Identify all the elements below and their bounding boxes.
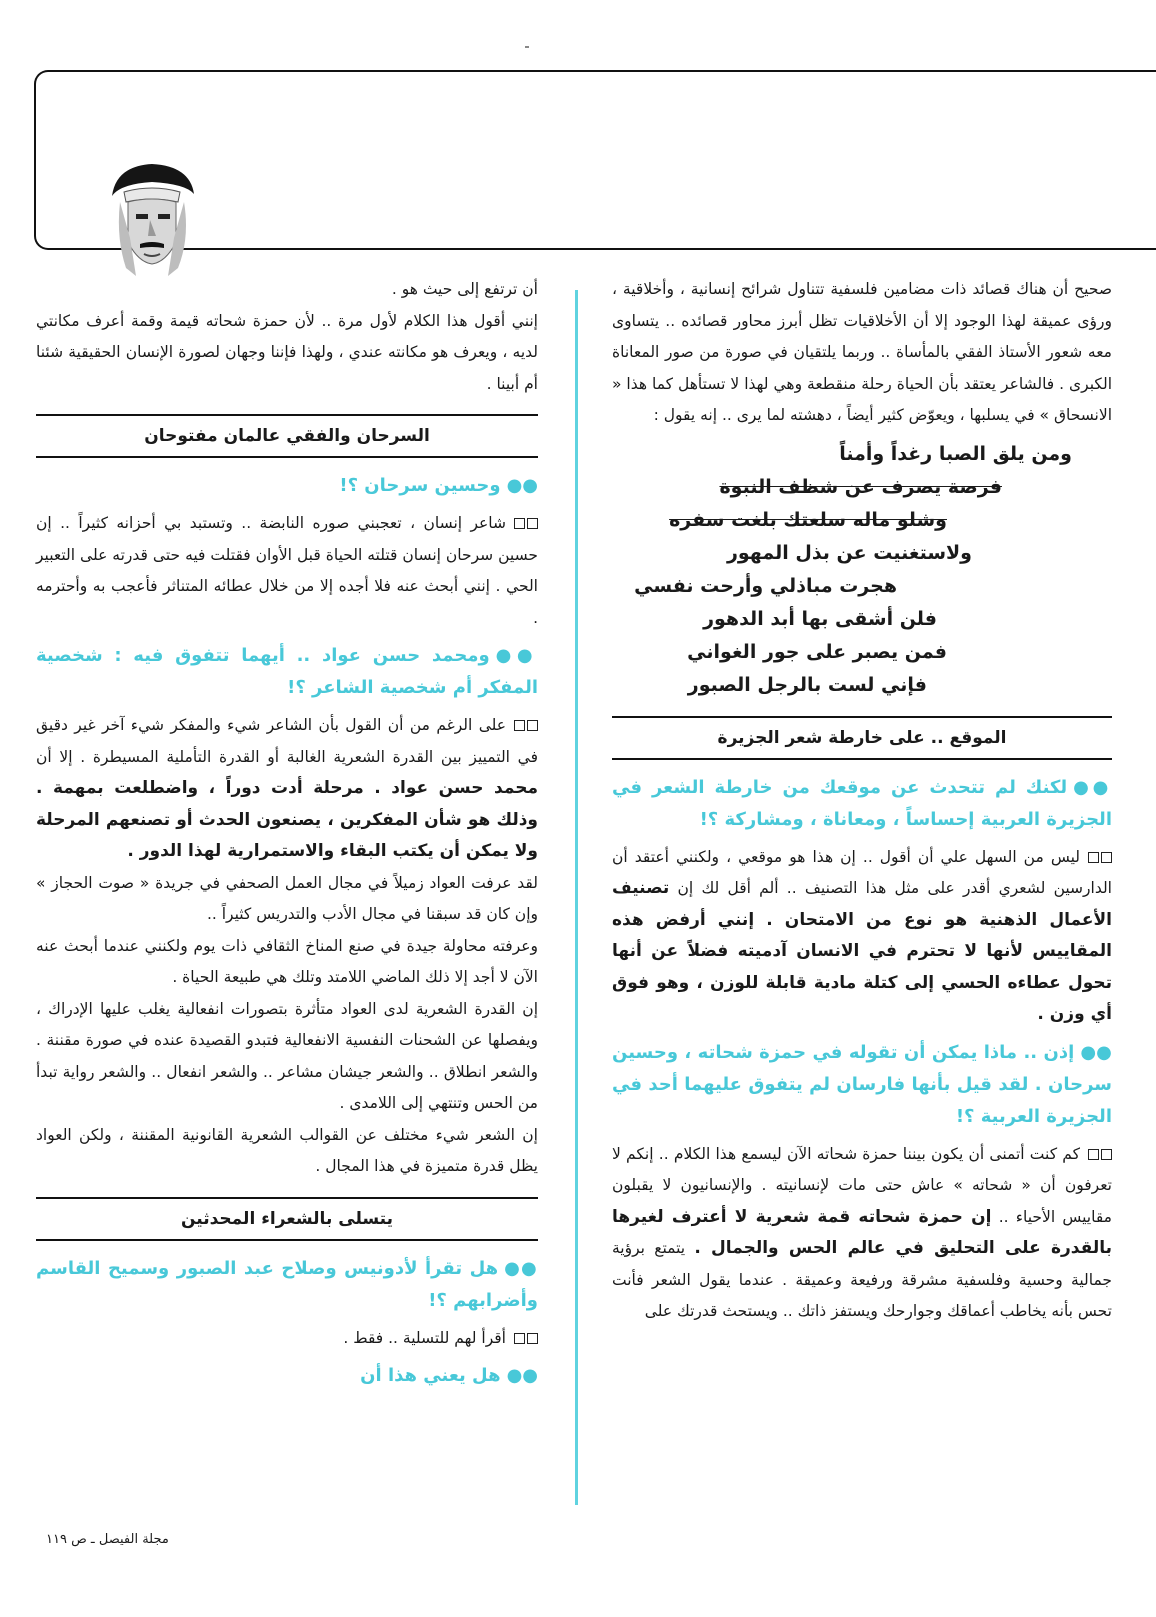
- question: ●●وحسين سرحان ؟!: [339, 475, 538, 496]
- question: ●●هل يعني هذا أن: [360, 1365, 538, 1386]
- paragraph: لقد عرفت العواد زميلاً في مجال العمل الصحفي في جريدة « صوت الحجاز » وإن كان قد سبقنا في مجال الأدب والتدريس كثيراً ..: [36, 873, 538, 923]
- section-heading: يتسلى بالشعراء المحدثين: [36, 1197, 538, 1241]
- page-footer: مجلة الفيصل ـ ص ١١٩: [46, 1532, 169, 1547]
- paragraph: إنني أقول هذا الكلام لأول مرة .. لأن حمزة شحاته قيمة وقمة أعرف مكانتي لديه ، ويعرف هو مكانته عندي ، ولهذا فإننا وجهان لصورة الإنسان الحقيقية شئنا أم أبينا .: [36, 311, 538, 393]
- left-column: [36, 274, 538, 1398]
- question: ●●هل تقرأ لأدونيس وصلاح عبد الصبور وسميح القاسم وأضرابهم ؟!: [36, 1257, 538, 1311]
- answer: ليس من السهل علي أن أقول .. إن هذا هو موقعي ، ولكنني أعتقد أن الدارسين لشعري أقدر على مثل هذا التصنيف .. ألم أقل لك إن تصنيف الأعمال الذهنية هو نوع من الامتحان . إنني أرفض هذه المقاييس لأنها لا تحترم في الانسان آدميته فضلاً عن أنها تحول عطاءه الحسي إلى كتلة مادية قابلة للوزن ، وهو فوق أي وزن .: [612, 847, 1112, 1024]
- poem: [612, 438, 1112, 702]
- intro-paragraph: صحيح أن هناك قصائد ذات مضامين فلسفية تتناول شرائح إنسانية ، وأخلاقية ، ورؤى عميقة لهذا الوجود إلا أن الأخلاقيات تظل أبرز محاور قصائده .. يتساوى معه شعور الأستاذ الفقي بالمأساة .. وربما يلتقيان في صورة من صور المعاناة الكبرى . فالشاعر يعتقد بأن الحياة رحلة منقطعة وهي لهذا لا تستأهل كما هذا « الانسحاق » في يسلبها ، ويعوّض كثير أيضاً ، دهشته لما يرى .. إنه يقول :: [612, 280, 1112, 424]
- question: ●●إذن .. ماذا يمكن أن تقوله في حمزة شحاته ، وحسين سرحان . لقد قيل بأنها فارسان لم يتفوق عليهما أحد في الجزيرة العربية ؟!: [612, 1041, 1112, 1127]
- question: ●●ومحمد حسن عواد .. أيهما تتفوق فيه : شخصية المفكر أم شخصية الشاعر ؟!: [36, 645, 538, 698]
- poem-line: فرصة يصرف عن شظف النبوة: [719, 475, 1002, 498]
- answer: أقرأ لهم للتسلية .. فقط .: [36, 1323, 538, 1355]
- scan-mark: [525, 46, 529, 48]
- poem-line: هجرت مباذلي وأرحت نفسي: [634, 574, 897, 597]
- paragraph: إن الشعر شيء مختلف عن القوالب الشعرية القانونية المقننة ، ولكن العواد يظل قدرة متميزة في هذا المجال .: [36, 1125, 538, 1175]
- poem-line: فإني لست بالرجل الصبور: [687, 673, 927, 696]
- poem-line: وشلو ماله سلعتك بلغت سفره: [669, 508, 947, 531]
- section-heading: السرحان والفقي عالمان مفتوحان: [36, 414, 538, 458]
- paragraph: وعرفته محاولة جيدة في صنع المناخ الثقافي ذات يوم ولكنني عندما أبحث عنه الآن لا أجد إلا ذلك الماضي اللامتد وتلك هي طبيعة الحياة .: [36, 936, 538, 986]
- header-banner: [34, 70, 1156, 250]
- poem-line: فمن يصبر على جور الغواني: [687, 640, 947, 663]
- poem-line: فلن أشقى بها أبد الدهور: [703, 607, 937, 630]
- question: ●●لكنك لم تتحدث عن موقعك من خارطة الشعر في الجزيرة العربية إحساساً ، ومعاناة ، ومشاركة ؟!: [612, 776, 1112, 830]
- poet-portrait: [106, 158, 198, 276]
- paragraph: إن القدرة الشعرية لدى العواد متأثرة بتصورات انفعالية يغلب عليها الإدراك ، ويفصلها عن الشحنات النفسية الانفعالية فتبدو القصيدة عنده في صورة مقننة . والشعر انطلاق .. والشعر جيشان مشاعر .. والشعر انفعال .. والشعر رواية تبدأ من الحس وتنتهي إلى اللامدى .: [36, 999, 538, 1112]
- right-column: [612, 274, 1112, 1328]
- answer: كم كنت أتمنى أن يكون بيننا حمزة شحاته الآن ليسمع هذا الكلام .. إنكم لا تعرفون أن « شحاته » عاش حتى مات لإنسانيته . والإنسانيون لا يقبلون مقاييس الأحياء .. إن حمزة شحاته قمة شعرية لا أعترف لغيرها بالقدرة على التحليق في عالم الحس والجمال . يتمتع برؤية جمالية وحسية وفلسفية مشرقة ورفيعة وعميقة . عندما يقول الشعر فأنت تحس بأنه يخاطب أعماقك وجوارحك ويستفز ذاتك .. ويستحث قدرتك على: [612, 1144, 1112, 1320]
- poem-line: ومن يلق الصبا رغداً وأمناً: [839, 442, 1072, 465]
- poem-line: ولاستغنيت عن بذل المهور: [726, 541, 972, 564]
- paragraph: أن ترتفع إلى حيث هو .: [391, 280, 538, 298]
- column-divider: [575, 290, 578, 1505]
- answer: شاعر إنسان ، تعجبني صوره النابضة .. وتستبد بي أحزانه كثيراً .. إن حسين سرحان إنسان قتلته الحياة قبل الأوان فقتلت فيه حتى قدرته على التعبير الحي . إنني أبحث عنه فلا أجده إلا من خلال عطائه المتناثر فأعجب به وأحترمه .: [36, 514, 538, 627]
- answer: على الرغم من أن القول بأن الشاعر شيء والمفكر شيء آخر غير دقيق في التمييز بين القدرة الشعرية الغالبة أو القدرة التأملية المسيطرة . إلا أن محمد حسن عواد . مرحلة أدت دوراً ، واضطلعت بمهمة . وذلك هو شأن المفكرين ، يصنعون الحدث أو تصنعهم المرحلة ولا يمكن أن يكتب البقاء والاستمرارية لهذا الدور .: [36, 716, 538, 861]
- section-heading: الموقع .. على خارطة شعر الجزيرة: [612, 716, 1112, 760]
